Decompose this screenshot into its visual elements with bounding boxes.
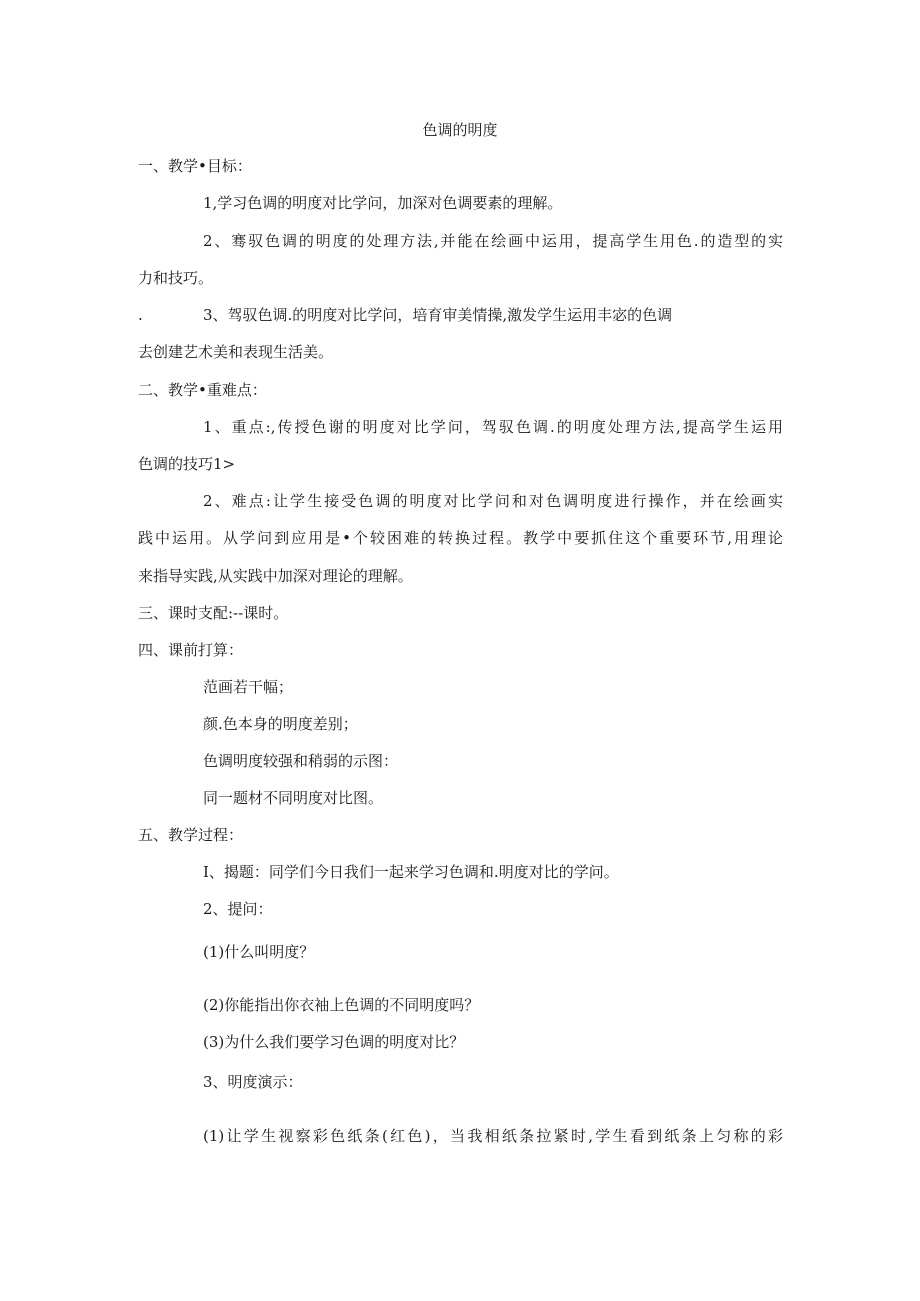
section-5-question-2: (2)你能指出你衣袖上色调的不同明度吗？ (203, 996, 480, 1014)
section-1-item-2-line-1: 2、骞驭色调的明度的处理方法,并能在绘画中运用，提高学生用色.的造型的实 (203, 232, 783, 250)
section-2-item-2-line-3: 来指导实践,从实践中加深对理论的理解。 (138, 567, 413, 585)
section-1-item-3-dot: . (138, 306, 143, 324)
section-1-item-1: 1,学习色调的明度对比学问，加深对色调要素的理解。 (203, 194, 563, 212)
section-2-item-2-line-2: 践中运用。从学问到应用是•个较困难的转换过程。教学中要抓住这个重要环节,用理论 (138, 529, 783, 547)
section-5-item-3: 3、明度演示： (203, 1073, 303, 1091)
section-5-demo-1: (1)让学生视察彩色纸条(红色)，当我相纸条拉紧时,学生看到纸条上匀称的彩 (203, 1127, 783, 1145)
section-1-item-3-line-2: 去创建艺术美和表现生活美。 (138, 343, 334, 361)
section-4-item-4: 同一题材不同明度对比图。 (203, 789, 384, 807)
section-1-heading: 一、教学•目标： (138, 157, 252, 175)
section-5-heading: 五、教学过程： (138, 826, 244, 844)
section-5-item-1: I、揭题：同学们今日我们一起来学习色调和.明度对比的学问。 (203, 863, 619, 881)
section-2-item-1-line-2: 色调的技巧1> (138, 455, 236, 473)
section-2-heading: 二、教学•重难点： (138, 381, 267, 399)
document-title: 色调的明度 (422, 121, 498, 139)
section-5-question-3: (3)为什么我们要学习色调的明度对比？ (203, 1033, 465, 1051)
section-4-heading: 四、课前打算： (138, 641, 244, 659)
section-5-item-2: 2、提问： (203, 900, 273, 918)
section-2-item-1-line-1: 1、重点:,传授色谢的明度对比学问，驾驭色调.的明度处理方法,提高学生运用 (203, 418, 783, 436)
section-4-item-3: 色调明度较强和稍弱的示图： (203, 752, 399, 770)
section-3-heading: 三、课时支配:--课时。 (138, 604, 289, 622)
section-2-item-2-line-1: 2、难点:让学生接受色调的明度对比学问和对色调明度进行操作，并在绘画实 (203, 492, 783, 510)
section-1-item-2-line-2: 力和技巧。 (138, 269, 214, 287)
section-1-item-3-line-1: 3、驾驭色调.的明度对比学问，培育审美情操,激发学生运用丰宓的色调 (203, 306, 673, 324)
section-4-item-1: 范画若干幅； (203, 678, 294, 696)
section-4-item-2: 颜.色本身的明度差别； (203, 715, 358, 733)
section-5-question-1: (1)什么叫明度？ (203, 943, 315, 961)
